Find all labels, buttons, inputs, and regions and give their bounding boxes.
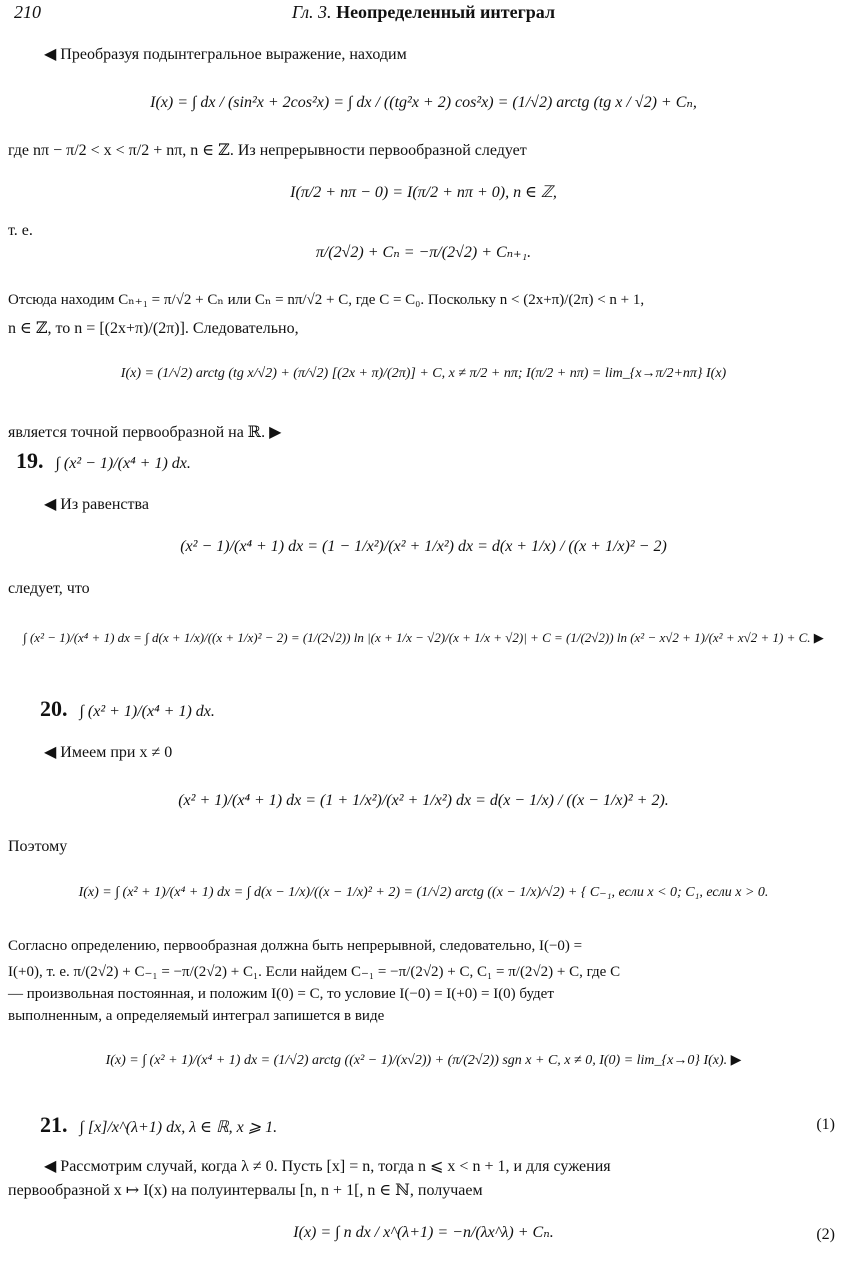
formula: I(x) = ∫ n dx / x^(λ+1) = −n/(λx^λ) + Cₙ. bbox=[293, 1224, 554, 1241]
problem-19 bbox=[16, 448, 191, 474]
equation-tag: (1) bbox=[816, 1116, 835, 1133]
text-line: Отсюда находим Cₙ₊₁ = π/√2 + Cₙ или Cₙ = nπ/√2 + C, где C = C₀. Поскольку n < (2x+π)/(2π) < n + 1, bbox=[8, 292, 645, 308]
formula: ∫ (x² − 1)/(x⁴ + 1) dx = ∫ d(x + 1/x)/((x + 1/x)² − 2) = (1/(2√2)) ln |(x + 1/x − √2)/(x + 1/x + √2)| + C = (1/(2√2)) ln (x² − x√2 + 1)/(x² + x√2 + 1) + C. ▶ bbox=[23, 630, 824, 645]
running-title bbox=[14, 2, 833, 23]
formula: I(x) = ∫ (x² + 1)/(x⁴ + 1) dx = ∫ d(x − 1/x)/((x − 1/x)² + 2) = (1/√2) arctg ((x − 1/x)/√2) + { C₋₁, если x < 0; C₁, если x > 0. bbox=[78, 885, 769, 900]
text-line: ◀ Рассмотрим случай, когда λ ≠ 0. Пусть [x] = n, тогда n ⩽ x < n + 1, и для сужения bbox=[44, 1158, 611, 1175]
text-line: Поэтому bbox=[8, 838, 68, 855]
text-line: n ∈ ℤ, то n = [(2x+π)/(2π)]. Следовательно, bbox=[8, 320, 299, 337]
problem-statement: ∫ (x² + 1)/(x⁴ + 1) dx. bbox=[79, 703, 215, 720]
formula: I(x) = ∫ dx / (sin²x + 2cos²x) = ∫ dx / ((tg²x + 2) cos²x) = (1/√2) arctg (tg x / √2) + Cₙ, bbox=[150, 94, 697, 111]
text-line: т. е. bbox=[8, 222, 33, 239]
text-line: — произвольная постоянная, и положим I(0) = C, то условие I(−0) = I(+0) = I(0) будет bbox=[8, 986, 554, 1002]
problem-statement: ∫ (x² − 1)/(x⁴ + 1) dx. bbox=[55, 455, 191, 472]
text-line: следует, что bbox=[8, 580, 90, 597]
text-line: Согласно определению, первообразная должна быть непрерывной, следовательно, I(−0) = bbox=[8, 938, 583, 954]
problem-20 bbox=[40, 696, 215, 722]
page-number: 210 bbox=[14, 2, 41, 22]
formula: I(x) = ∫ (x² + 1)/(x⁴ + 1) dx = (1/√2) arctg ((x² − 1)/(x√2)) + (π/(2√2)) sgn x + C, x ≠ 0, I(0) = lim_{x→0} I(x). ▶ bbox=[105, 1053, 742, 1068]
problem-number: 20. bbox=[40, 696, 68, 721]
problem-number: 21. bbox=[40, 1112, 68, 1137]
page-header bbox=[14, 2, 833, 28]
formula: I(π/2 + nπ − 0) = I(π/2 + nπ + 0), n ∈ ℤ, bbox=[290, 184, 557, 201]
text-line: где nπ − π/2 < x < π/2 + nπ, n ∈ ℤ. Из непрерывности первообразной следует bbox=[8, 142, 527, 159]
text-line: ◀ Из равенства bbox=[44, 496, 149, 513]
chapter-title: Неопределенный интеграл bbox=[336, 2, 556, 22]
equation-tag: (2) bbox=[816, 1226, 835, 1243]
problem-number: 19. bbox=[16, 448, 44, 473]
text-line: является точной первообразной на ℝ. ▶ bbox=[8, 424, 282, 441]
problem-21 bbox=[40, 1112, 277, 1138]
text-line: ◀ Преобразуя подынтегральное выражение, находим bbox=[44, 46, 407, 63]
formula: π/(2√2) + Cₙ = −π/(2√2) + Cₙ₊₁. bbox=[315, 244, 532, 261]
formula: I(x) = (1/√2) arctg (tg x/√2) + (π/√2) [(2x + π)/(2π)] + C, x ≠ π/2 + nπ; I(π/2 + nπ) = lim_{x→π/2+nπ} I(x) bbox=[120, 366, 727, 381]
text-line: первообразной x ↦ I(x) на полуинтервалы [n, n + 1[, n ∈ ℕ, получаем bbox=[8, 1182, 483, 1199]
text-line: ◀ Имеем при x ≠ 0 bbox=[44, 744, 173, 761]
formula: (x² − 1)/(x⁴ + 1) dx = (1 − 1/x²)/(x² + 1/x²) dx = d(x + 1/x) / ((x + 1/x)² − 2) bbox=[180, 538, 667, 555]
formula: (x² + 1)/(x⁴ + 1) dx = (1 + 1/x²)/(x² + 1/x²) dx = d(x − 1/x) / ((x − 1/x)² + 2). bbox=[178, 792, 669, 809]
chapter-label: Гл. 3. bbox=[291, 2, 332, 22]
text-line: I(+0), т. е. π/(2√2) + C₋₁ = −π/(2√2) + C₁. Если найдем C₋₁ = −π/(2√2) + C, C₁ = π/(2√2) + C, где C bbox=[8, 964, 621, 980]
text-line: выполненным, а определяемый интеграл запишется в виде bbox=[8, 1008, 385, 1024]
problem-statement: ∫ [x]/x^(λ+1) dx, λ ∈ ℝ, x ⩾ 1. bbox=[79, 1119, 278, 1136]
